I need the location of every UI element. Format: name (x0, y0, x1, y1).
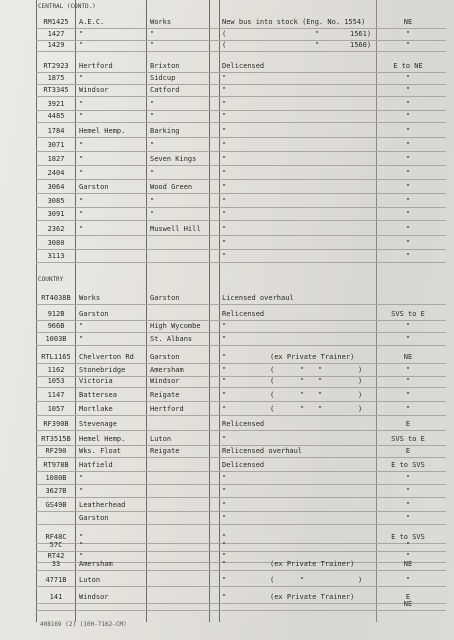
row-rule (36, 320, 446, 321)
to-garage: Works (150, 18, 172, 26)
status-code: " (405, 335, 411, 343)
remarks: " (222, 74, 227, 82)
remarks-note: " (315, 41, 320, 49)
table-row (0, 30, 454, 39)
to-garage: " (150, 112, 155, 120)
remarks: " (222, 183, 227, 191)
status-code: " (405, 100, 411, 108)
to-garage: Amersham (150, 366, 184, 374)
table-row (0, 377, 454, 386)
remarks: ( (222, 41, 227, 49)
row-rule (36, 511, 446, 512)
fleet-number: 1427 (47, 30, 65, 38)
fleet-number: 1080B (45, 474, 67, 482)
remarks-note: ( (270, 366, 275, 374)
status-code: " (405, 210, 411, 218)
to-garage: " (150, 210, 155, 218)
table-row (0, 322, 454, 331)
fleet-number: 2362 (47, 225, 65, 233)
status-code: " (405, 141, 411, 149)
from-garage: Victoria (79, 377, 113, 385)
from-garage: Battersea (79, 391, 117, 399)
remarks: " (222, 155, 227, 163)
row-rule (36, 332, 446, 333)
table-row (0, 514, 454, 523)
remarks-note: ( (270, 391, 275, 399)
fleet-number: RF290 (45, 447, 67, 455)
row-rule (36, 165, 446, 166)
fleet-number: 912B (47, 310, 65, 318)
status-code: " (405, 377, 411, 385)
row-rule (36, 570, 446, 571)
remarks-note: ) (358, 576, 363, 584)
table-row (0, 447, 454, 456)
section-heading-country: COUNTRY (38, 276, 64, 283)
to-garage: " (150, 169, 155, 177)
remarks-note: " (318, 391, 323, 399)
status-code: " (405, 86, 411, 94)
from-garage: " (79, 197, 84, 205)
table-row (0, 100, 454, 109)
remarks-note: " (318, 405, 323, 413)
fleet-number: RT3345 (43, 86, 69, 94)
table-row (0, 112, 454, 121)
row-rule (36, 179, 446, 180)
status-code: " (405, 391, 411, 399)
remarks-note: ( (270, 377, 275, 385)
remarks: Delicensed (222, 62, 265, 70)
remarks-note: ) (358, 391, 363, 399)
fleet-number: RT42 (47, 552, 65, 560)
table-row (0, 435, 454, 444)
fleet-number: 1003B (45, 335, 67, 343)
remarks: " (222, 322, 227, 330)
from-garage: Stevenage (79, 420, 117, 428)
row-rule (36, 430, 446, 431)
remarks: " (222, 197, 227, 205)
row-rule (36, 445, 446, 446)
fleet-number: 3064 (47, 183, 65, 191)
fleet-number: RT2923 (43, 62, 69, 70)
remarks-note: " (300, 377, 305, 385)
status-code: " (405, 576, 411, 584)
from-garage: " (79, 169, 84, 177)
to-garage: Reigate (150, 447, 180, 455)
table-row (0, 41, 454, 50)
row-rule (36, 524, 446, 525)
table-row (0, 74, 454, 83)
form-footer: 408169 (2) (100-7162-CM) (40, 621, 127, 628)
remarks-note: (ex Private Trainer) (270, 593, 355, 601)
remarks-note: " (300, 576, 305, 584)
status-code: " (405, 112, 411, 120)
status-code: " (405, 155, 411, 163)
remarks-note: ( (270, 576, 275, 584)
fleet-number: 2404 (47, 169, 65, 177)
remarks: " (222, 225, 227, 233)
from-garage: Mortlake (79, 405, 113, 413)
status-code: " (405, 366, 411, 374)
table-row (0, 335, 454, 344)
remarks: Delicensed (222, 461, 265, 469)
fleet-number: 3085 (47, 197, 65, 205)
remarks: " (222, 353, 227, 361)
row-rule (36, 207, 446, 208)
from-garage: Hemel Hemp. (79, 435, 126, 443)
status-code: E to SVS (391, 533, 425, 541)
row-rule (36, 387, 446, 388)
from-garage: Chelverton Rd (79, 353, 134, 361)
row-rule (36, 72, 446, 73)
to-garage: Wood Green (150, 183, 193, 191)
row-rule (36, 345, 446, 346)
fleet-number: 33 (51, 560, 61, 568)
from-garage: Windsor (79, 593, 109, 601)
section-heading-central: CENTRAL (CONTD.) (38, 3, 96, 10)
from-garage: A.E.C. (79, 18, 105, 26)
to-garage: Sidcup (150, 74, 176, 82)
remarks: " (222, 533, 227, 541)
from-garage: " (79, 112, 84, 120)
status-code: SVS to E (391, 310, 425, 318)
table-row (0, 391, 454, 400)
remarks: " (222, 366, 227, 374)
to-garage: " (150, 100, 155, 108)
table-row (0, 487, 454, 496)
remarks: " (222, 86, 227, 94)
to-garage: St. Albans (150, 335, 193, 343)
from-garage: " (79, 41, 84, 49)
table-row (0, 366, 454, 375)
table-row (0, 86, 454, 95)
row-rule (36, 471, 446, 472)
from-garage: Hatfield (79, 461, 113, 469)
from-garage: Garston (79, 183, 109, 191)
fleet-number: 1147 (47, 391, 65, 399)
table-row (0, 420, 454, 429)
remarks-note: ) (358, 377, 363, 385)
row-rule (36, 235, 446, 236)
remarks-note: " (300, 366, 305, 374)
remarks: " (222, 169, 227, 177)
fleet-number: RT3515B (41, 435, 71, 443)
fleet-number: 4485 (47, 112, 65, 120)
to-garage: Muswell Hill (150, 225, 201, 233)
from-garage: Windsor (79, 86, 109, 94)
from-garage: " (79, 322, 84, 330)
from-garage: " (79, 30, 84, 38)
from-garage: Garston (79, 514, 109, 522)
remarks: " (222, 377, 227, 385)
row-rule (36, 363, 446, 364)
status-code: " (405, 474, 411, 482)
to-garage: High Wycombe (150, 322, 201, 330)
fleet-number: 57C (49, 541, 63, 549)
table-row (0, 18, 454, 27)
table-row (0, 576, 454, 585)
row-rule (36, 457, 446, 458)
from-garage: Hemel Hemp. (79, 127, 126, 135)
status-code: " (405, 197, 411, 205)
table-row (0, 560, 454, 569)
to-garage: Garston (150, 353, 180, 361)
row-rule (36, 304, 446, 305)
remarks: " (222, 474, 227, 482)
row-rule (36, 51, 446, 52)
remarks-note: ( (270, 405, 275, 413)
to-garage: Reigate (150, 391, 180, 399)
table-row (0, 310, 454, 319)
status-code: " (405, 252, 411, 260)
from-garage: " (79, 335, 84, 343)
remarks: " (222, 210, 227, 218)
status-code: NE (403, 353, 413, 361)
row-rule (36, 415, 446, 416)
from-garage: " (79, 474, 84, 482)
fleet-number: RT4038B (41, 294, 71, 302)
fleet-number: 3071 (47, 141, 65, 149)
remarks-note: " (300, 405, 305, 413)
fleet-number: RM1425 (43, 18, 69, 26)
table-row (0, 252, 454, 261)
status-code: " (405, 183, 411, 191)
remarks: " (222, 541, 227, 549)
table-row (0, 210, 454, 219)
to-garage: Brixton (150, 62, 180, 70)
row-rule (36, 110, 446, 111)
from-garage: Garston (79, 310, 109, 318)
row-rule (36, 28, 446, 29)
status-code: " (405, 74, 411, 82)
row-rule (36, 151, 446, 152)
from-garage: " (79, 533, 84, 541)
row-rule (36, 137, 446, 138)
remarks-note: (ex Private Trainer) (270, 560, 355, 568)
from-garage: Leatherhead (79, 501, 126, 509)
status-code: " (405, 501, 411, 509)
fleet-number: 3091 (47, 210, 65, 218)
status-code: " (405, 41, 411, 49)
from-garage: " (79, 210, 84, 218)
row-rule (36, 220, 446, 221)
status-code: E (405, 593, 411, 601)
table-row (0, 501, 454, 510)
fleet-number: 1827 (47, 155, 65, 163)
remarks: " (222, 487, 227, 495)
from-garage: " (79, 487, 84, 495)
remarks-note: " (300, 391, 305, 399)
from-garage: Hertford (79, 62, 113, 70)
remarks: " (222, 593, 227, 601)
from-garage: " (79, 141, 84, 149)
remarks: " (222, 501, 227, 509)
table-row (0, 600, 454, 609)
fleet-number: 3921 (47, 100, 65, 108)
remarks: New bus into stock (Eng. No. 1554) (222, 18, 366, 26)
remarks-note: " (318, 377, 323, 385)
remarks-note: (ex Private Trainer) (270, 353, 355, 361)
table-row (0, 239, 454, 248)
from-garage: " (79, 552, 84, 560)
status-code: " (405, 239, 411, 247)
status-code: " (405, 405, 411, 413)
status-code: NE (403, 18, 413, 26)
status-code: E to NE (393, 62, 423, 70)
table-row (0, 197, 454, 206)
row-rule (36, 484, 446, 485)
fleet-number: 1429 (47, 41, 65, 49)
to-garage: Luton (150, 435, 172, 443)
table-row (0, 169, 454, 178)
status-code: " (405, 127, 411, 135)
fleet-number: GS49B (45, 501, 67, 509)
remarks-note: " (315, 30, 320, 38)
to-garage: Catford (150, 86, 180, 94)
status-code: " (405, 225, 411, 233)
table-row (0, 461, 454, 470)
from-garage: Amersham (79, 560, 113, 568)
remarks: " (222, 100, 227, 108)
remarks: " (222, 141, 227, 149)
to-garage: " (150, 141, 155, 149)
remarks: Relicensed overhaul (222, 447, 303, 455)
status-code: E (405, 447, 411, 455)
status-code: " (405, 552, 411, 560)
to-garage: Garston (150, 294, 180, 302)
remarks-note: 1561) (350, 30, 372, 38)
to-garage: " (150, 41, 155, 49)
remarks-note: " (318, 366, 323, 374)
fleet-number: 966B (47, 322, 65, 330)
to-garage: " (150, 197, 155, 205)
status-code: NE (403, 600, 413, 608)
fleet-number: 141 (49, 593, 63, 601)
from-garage: " (79, 100, 84, 108)
remarks: " (222, 112, 227, 120)
table-row (0, 294, 454, 303)
status-code: SVS to E (391, 435, 425, 443)
to-garage: Windsor (150, 377, 180, 385)
remarks: " (222, 239, 227, 247)
remarks: " (222, 391, 227, 399)
table-row (0, 183, 454, 192)
from-garage: Wks. Float (79, 447, 122, 455)
status-code: " (405, 541, 411, 549)
remarks: " (222, 405, 227, 413)
row-rule (36, 84, 446, 85)
remarks-note: 1560) (350, 41, 372, 49)
fleet-number: 1057 (47, 405, 65, 413)
to-garage: Hertford (150, 405, 184, 413)
from-garage: Luton (79, 576, 101, 584)
fleet-number: 1784 (47, 127, 65, 135)
table-row (0, 541, 454, 550)
from-garage: Works (79, 294, 101, 302)
status-code: " (405, 169, 411, 177)
status-code: " (405, 487, 411, 495)
table-row (0, 474, 454, 483)
row-rule (36, 249, 446, 250)
fleet-number: RT978B (43, 461, 69, 469)
table-row (0, 141, 454, 150)
row-rule (36, 193, 446, 194)
row-rule (36, 401, 446, 402)
status-code: " (405, 514, 411, 522)
status-code: E (405, 420, 411, 428)
remarks: " (222, 335, 227, 343)
fleet-number: 3113 (47, 252, 65, 260)
fleet-number: 1053 (47, 377, 65, 385)
remarks: " (222, 127, 227, 135)
from-garage: " (79, 541, 84, 549)
status-code: " (405, 30, 411, 38)
table-row (0, 155, 454, 164)
remarks: " (222, 560, 227, 568)
table-row (0, 127, 454, 136)
remarks: Licensed overhaul (222, 294, 294, 302)
fleet-number: 1875 (47, 74, 65, 82)
fleet-number: 4771B (45, 576, 67, 584)
status-code: E to SVS (391, 461, 425, 469)
from-garage: " (79, 225, 84, 233)
table-row (0, 225, 454, 234)
remarks: " (222, 552, 227, 560)
remarks: " (222, 514, 227, 522)
to-garage: Seven Kings (150, 155, 197, 163)
fleet-number: 3080 (47, 239, 65, 247)
remarks: Relicensed (222, 420, 265, 428)
from-garage: Stonebridge (79, 366, 126, 374)
table-row (0, 62, 454, 71)
fleet-number: RF390B (43, 420, 69, 428)
table-row (0, 405, 454, 414)
row-rule (36, 262, 446, 263)
fleet-number: RF48C (45, 533, 67, 541)
remarks: " (222, 576, 227, 584)
from-garage: " (79, 155, 84, 163)
to-garage: Barking (150, 127, 180, 135)
row-rule (36, 96, 446, 97)
remarks-note: ) (358, 366, 363, 374)
remarks: ( (222, 30, 227, 38)
remarks: " (222, 435, 227, 443)
table-row (0, 353, 454, 362)
fleet-number: 3627B (45, 487, 67, 495)
fleet-number: RTL1165 (41, 353, 71, 361)
row-rule (36, 610, 446, 611)
remarks-note: ) (358, 405, 363, 413)
remarks: Relicensed (222, 310, 265, 318)
status-code: NE (403, 560, 413, 568)
fleet-number: 1162 (47, 366, 65, 374)
remarks: " (222, 252, 227, 260)
from-garage: " (79, 74, 84, 82)
status-code: " (405, 322, 411, 330)
row-rule (36, 122, 446, 123)
to-garage: " (150, 30, 155, 38)
row-rule (36, 586, 446, 587)
row-rule (36, 497, 446, 498)
